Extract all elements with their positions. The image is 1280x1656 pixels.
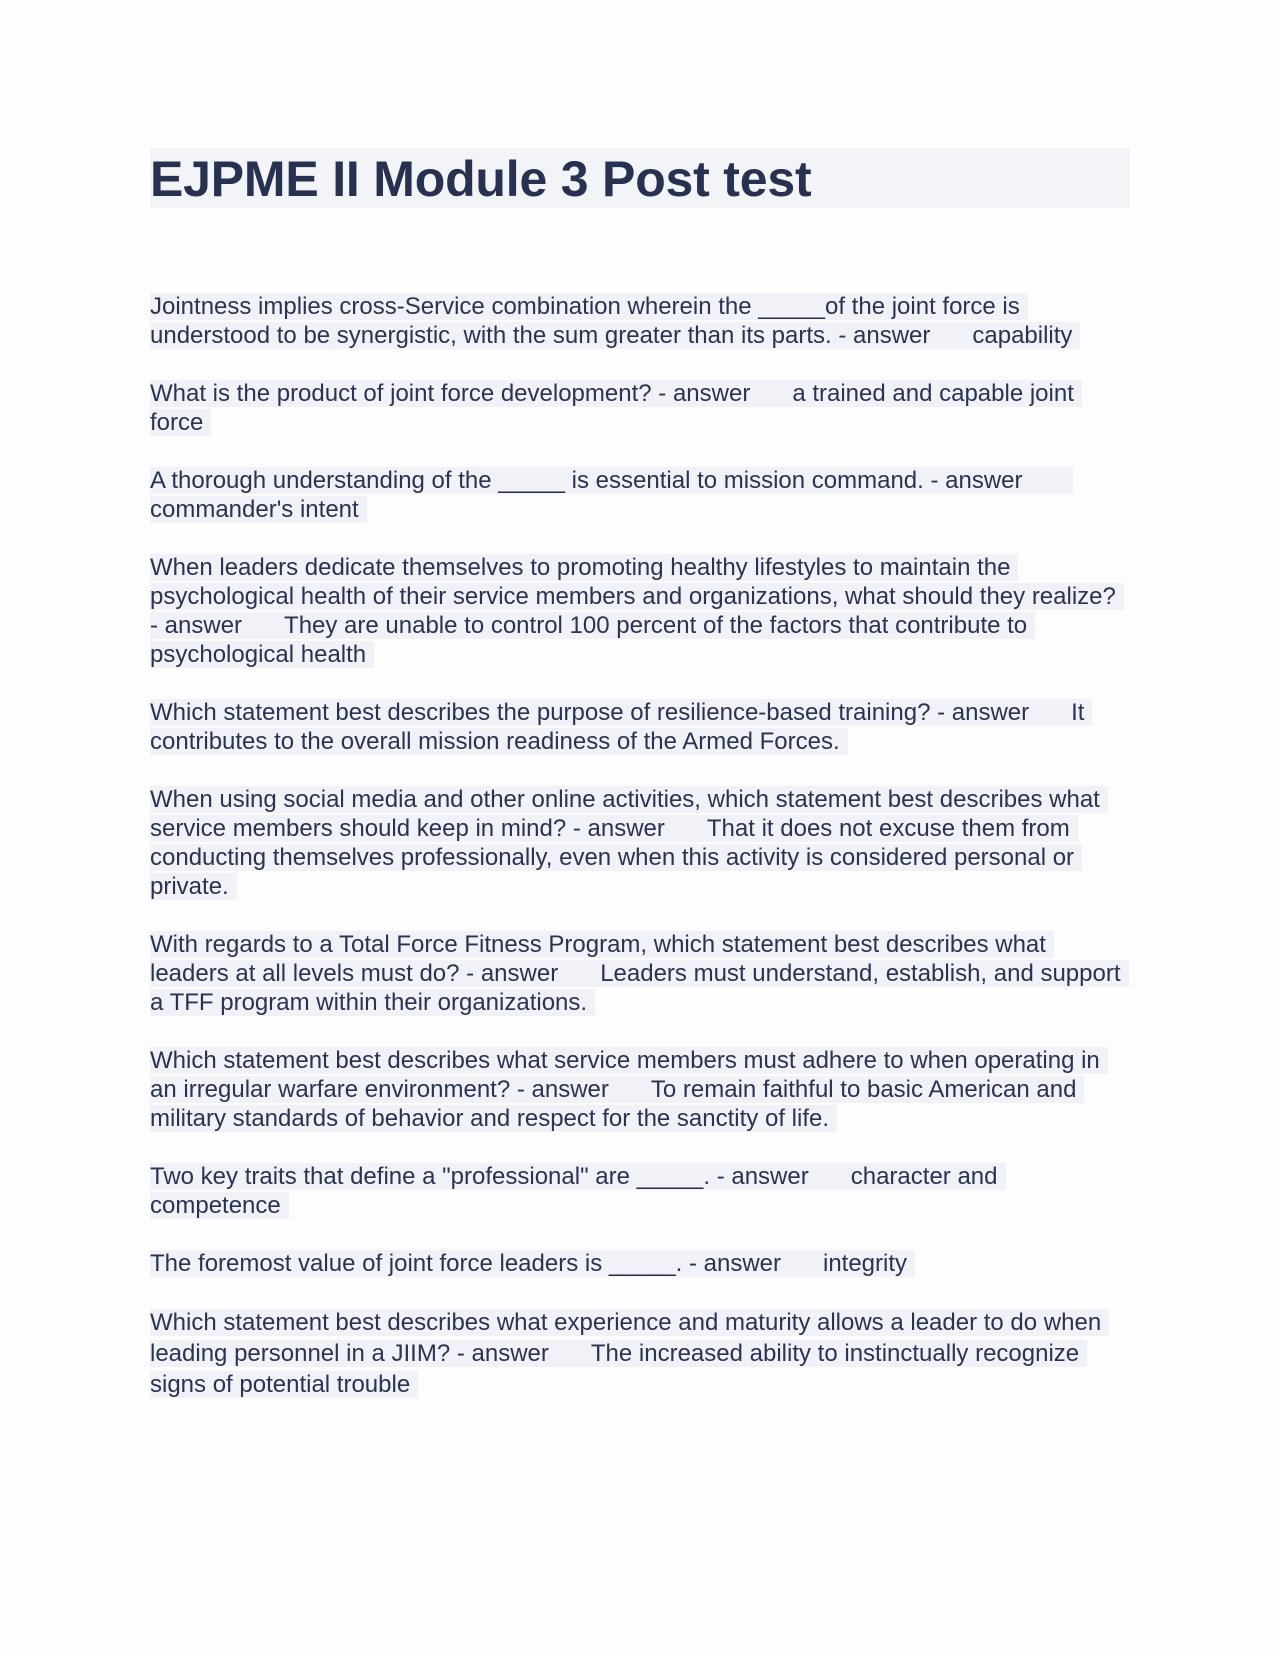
qa-item xyxy=(150,785,1130,901)
answer-text: That it does not excuse them from conducting themselves professionally, even when this activity is considered personal or private. xyxy=(150,815,1075,900)
question-text: When using social media and other online activities, which statement best describes what service members should keep in mind? - answer xyxy=(150,786,1100,842)
qa-item xyxy=(150,553,1130,669)
answer-text: The increased ability to instinctually recognize signs of potential trouble xyxy=(150,1340,1080,1398)
answer-text: To remain faithful to basic American and military standards of behavior and respect for the sanctity of life. xyxy=(150,1076,1077,1132)
answer-text: They are unable to control 100 percent of the factors that contribute to psychological health xyxy=(150,612,1028,668)
page-title: EJPME II Module 3 Post test xyxy=(150,151,812,207)
question-text: When leaders dedicate themselves to promoting healthy lifestyles to maintain the psychological health of their service members and organizations, what should they realize? - answer xyxy=(150,554,1116,639)
qa-item xyxy=(150,292,1130,350)
qa-item xyxy=(150,1162,1130,1220)
qa-list xyxy=(150,292,1130,1400)
question-text: The foremost value of joint force leaders is _____. - answer xyxy=(150,1250,781,1277)
qa-item xyxy=(150,1046,1130,1133)
question-text: Jointness implies cross-Service combination wherein the _____of the joint force is understood to be synergistic, with the sum greater than its parts. - answer xyxy=(150,293,1020,349)
qa-item xyxy=(150,1307,1130,1400)
qa-item xyxy=(150,698,1130,756)
question-text: Two key traits that define a "professional" are _____. - answer xyxy=(150,1163,809,1190)
answer-text: character and competence xyxy=(150,1163,998,1219)
qa-item xyxy=(150,379,1130,437)
question-text: Which statement best describes what service members must adhere to when operating in an irregular warfare environment? - answer xyxy=(150,1047,1100,1103)
answer-text: Leaders must understand, establish, and support a TFF program within their organizations. xyxy=(150,960,1121,1016)
answer-text: a trained and capable joint force xyxy=(150,380,1074,436)
question-text: Which statement best describes the purpose of resilience-based training? - answer xyxy=(150,699,1030,726)
answer-text: integrity xyxy=(822,1250,908,1277)
answer-text: commander's intent xyxy=(150,496,359,523)
question-text: With regards to a Total Force Fitness Program, which statement best describes what leaders at all levels must do? - answer xyxy=(150,931,1046,987)
question-text: A thorough understanding of the _____ is essential to mission command. - answer xyxy=(150,467,1023,494)
question-text: Which statement best describes what experience and maturity allows a leader to do when leading personnel in a JIIM? - answer xyxy=(150,1309,1102,1367)
question-text: What is the product of joint force development? - answer xyxy=(150,380,751,407)
document-page xyxy=(150,148,1130,1429)
answer-text: capability xyxy=(972,322,1073,349)
qa-item xyxy=(150,466,1130,524)
answer-text: It contributes to the overall mission readiness of the Armed Forces. xyxy=(150,699,1085,755)
title-band xyxy=(150,148,1130,208)
qa-item xyxy=(150,930,1130,1017)
qa-item xyxy=(150,1249,1130,1278)
